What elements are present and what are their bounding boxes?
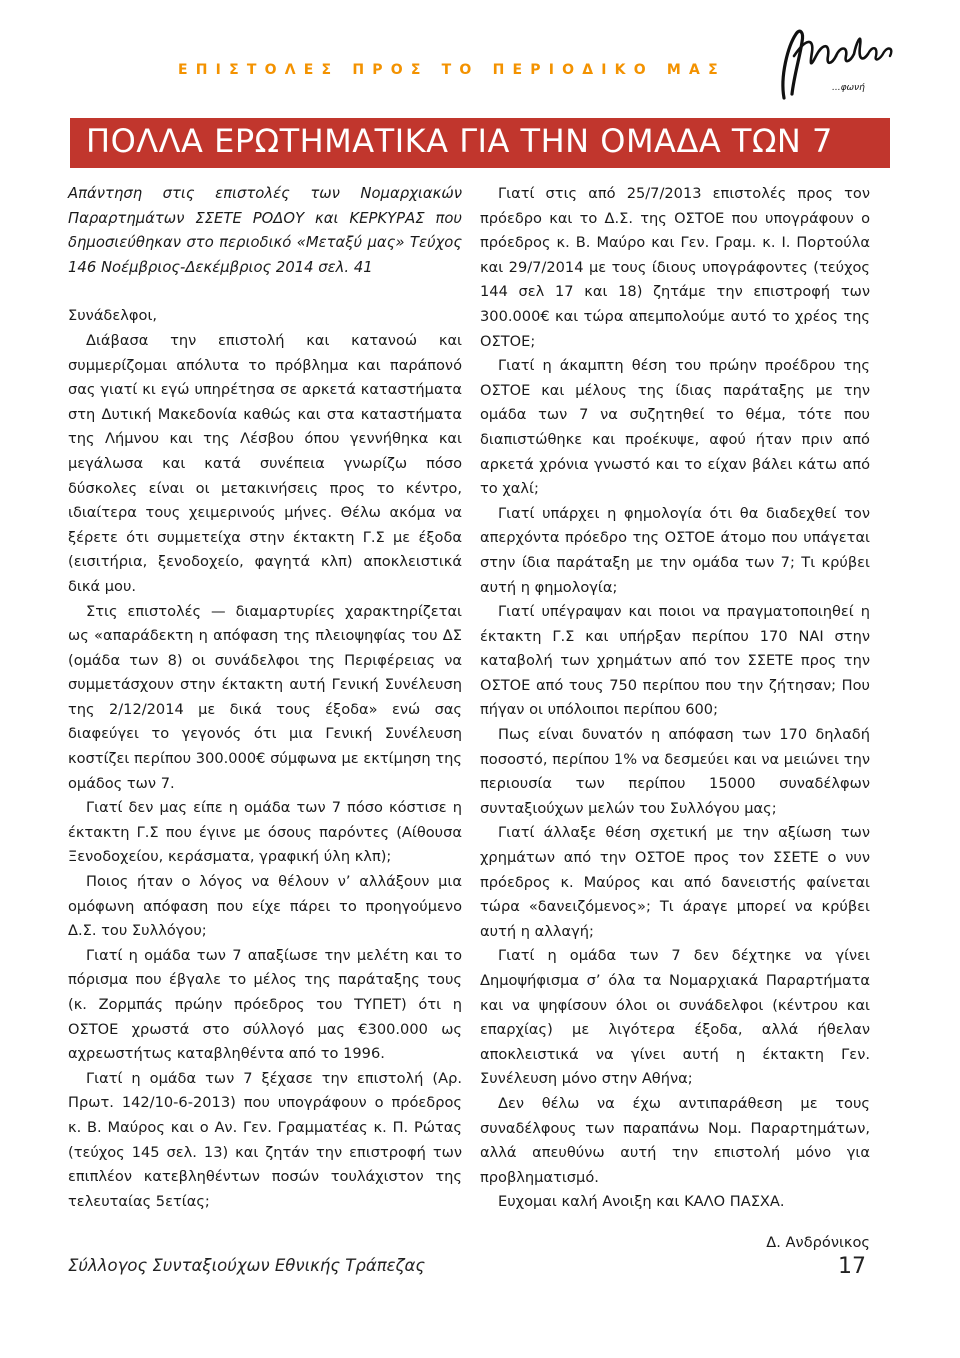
paragraph: Γιατί η άκαμπτη θέση του πρώην προέδρου της ΟΣΤΟΕ και μέλους της ίδιας παράταξης με την ομάδα των 7 να συζητηθεί το θέμα, τότε που διαπιστώθηκε και προέκυψε, αφού ήταν πριν από αρκετά χρόνια γνωστό και το είχαν βάλει κάτω από το χαλί; [480, 357, 870, 498]
article-title: ΠΟΛΛΑ ΕΡΩΤΗΜΑΤΙΚΑ ΓΙΑ ΤΗΝ ΟΜΑΔΑ ΤΩΝ 7 [86, 122, 833, 160]
paragraph: Γιατί στις από 25/7/2013 επιστολές προς τον πρόεδρο και το Δ.Σ. της ΟΣΤΟΕ που υπογράφουν ο πρόεδρος κ. Β. Μαύρο και Γεν. Γραμ. κ. Ι. Πορτούλα και 29/7/2014 με τους ίδιους υπογράφοντες (τεύχος 144 σελ 17 και 18) ζητάμε την επιστροφή των 300.000€ και τώρα απεμπολούμε αυτό το χρέος της ΟΣΤΟΕ; [480, 185, 870, 350]
paragraph: Γιατί η ομάδα των 7 ξέχασε την επιστολή (Αρ. Πρωτ. 142/10-6-2013) που υπογράφουν ο πρόεδρος κ. Β. Μαύρος και ο Αν. Γεν. Γραμματέας κ. Π. Ρώτας (τεύχος 145 σελ. 13) και ζητάν την επιστροφή των επιπλέον κατεβληθέντων ποσών τουλάχιστον της τελευταίας 5ετίας; [68, 1069, 462, 1210]
greeting: Συνάδελφοι, [68, 307, 158, 325]
paragraph: Γιατί υπέγραψαν και ποιοι να πραγματοποιηθεί η έκτακτη Γ.Σ και υπήρξαν περίπου 170 ΝΑΙ στην καταβολή των χρημάτων από τον ΣΣΕΤΕ προς την ΟΣΤΟΕ από τους 750 περίπου που την ζήτησαν; Που πήγαν οι υπόλοιποι περίπου 600; [480, 603, 870, 719]
paragraph: Γιατί άλλαξε θέση σχετική με την αξίωση των χρημάτων από την ΟΣΤΟΕ προς τον ΣΣΕΤΕ ο νυν πρόεδρος κ. Μαύρος και από δανειστής φαίνεται τώρα «δανειζόμενος»; Τι άραγε μπορεί να κρύβει αυτή η αλλαγή; [480, 824, 870, 940]
publisher-name: Σύλλογος Συνταξιούχων Εθνικής Τράπεζας [68, 1256, 426, 1275]
paragraph: Γιατί υπάρχει η φημολογία ότι θα διαδεχθεί τον απερχόντα πρόεδρο της ΟΣΤΟΕ άτομο που υπάγεται στην ίδια παράταξη με την ομάδα των 7; Τι κρύβει αυτή η φημολογία; [480, 504, 870, 596]
page-footer [68, 1254, 872, 1284]
title-banner [70, 118, 890, 168]
section-title: ΕΠΙΣΤΟΛΕΣ ΠΡΟΣ ΤΟ ΠΕΡΙΟΔΙΚΟ ΜΑΣ [178, 62, 726, 78]
page-header [0, 0, 960, 110]
paragraph: Πως είναι δυνατόν η απόφαση των 170 δηλαδή ποσοστό, περίπου 1% να δεσμεύει και να μειώνει την περιουσία των περίπου 15000 συναδέλφων συνταξιούχων μελών του Συλλόγου μας; [480, 726, 870, 817]
paragraph: Γιατί η ομάδα των 7 απαξίωσε την μελέτη και το πόρισμα που έβγαλε το μέλος της παράταξης τους (κ. Ζορμπάς πρώην πρόεδρος του ΤΥΠΕΤ) ότι η ΟΣΤΟΕ χρωστά στο σύλλογό μας €300.000 ως αχρεωστήτως καταβληθέντα από το 1996. [68, 946, 462, 1063]
paragraph: Γιατί δεν μας είπε η ομάδα των 7 πόσο κόστισε η έκτακτη Γ.Σ που έγινε με όσους παρόντες (Αίθουσα Ξενοδοχείου, κεράσματα, γραφική ύλη κλπ); [68, 799, 462, 866]
paragraph: Ποιος ήταν ο λόγος να θέλουν ν’ αλλάξουν μια ομόφωνη απόφαση που είχε πάρει το προηγούμενο Δ.Σ. του Συλλόγου; [68, 873, 462, 940]
magazine-logo [770, 16, 900, 106]
right-column [480, 182, 870, 1256]
page-number: 17 [838, 1254, 866, 1279]
closing-wishes: Ευχομαι καλή Ανοιξη και ΚΑΛΟ ΠΑΣΧΑ. [498, 1193, 785, 1211]
logo-subtext: ...φωνή [832, 83, 865, 93]
article-intro: Απάντηση στις επιστολές των Νομαρχιακών Παραρτημάτων ΣΣΕΤΕ ΡΟΔΟΥ και ΚΕΡΚΥΡΑΣ που δημοσιεύθηκαν στο περιοδικό «Μεταξύ μας» Τεύχος 146 Νοέμβριος-Δεκέμβριος 2014 σελ. 41 [68, 185, 462, 276]
paragraph: Διάβασα την επιστολή και κατανοώ και συμμερίζομαι απόλυτα το πρόβλημα και παράπονό σας γιατί κι εγώ υπηρέτησα σε αρκετά καταστήματα στη Δυτική Μακεδονία καθώς και στα καταστήματα της Λήμνου και της Λέσβου όπου γεννήθηκα και μεγάλωσα και κατά συνέπεια γνωρίζω πόσο δύσκολες είναι οι μετακινήσεις προς το κέντρο, ιδιαίτερα τους χειμερινούς μήνες. Θέλω ακόμα να ξέρετε ότι συμμετείχα στην έκτακτη Γ.Σ με έξοδα (εισιτήρια, ξενοδοχείο, φαγητά κλπ) αποκλειστικά δικά μου. [68, 331, 462, 595]
left-column [68, 182, 462, 1214]
signature: Δ. Ανδρόνικος [766, 1233, 870, 1251]
paragraph: Στις επιστολές — διαμαρτυρίες χαρακτηρίζεται ως «απαράδεκτη η απόφαση της πλειοψηφίας του ΔΣ (ομάδα των 8) οι συνάδελφοι της Περιφέρειας να συμμετάσχουν στην έκτακτη αυτή Γενική Συνέλευση της 2/12/2014 με δικά τους έξοδα» ενώ σας διαφεύγει το γεγονός ότι μια Γενική Συνέλευση κοστίζει περίπου 300.000€ σύμφωνα με εκτίμηση της ομάδος των 7. [68, 602, 462, 792]
paragraph: Γιατί η ομάδα των 7 δεν δέχτηκε να γίνει Δημοψήφισμα σ’ όλα τα Νομαρχιακά Παραρτήματα και να ψηφίσουν όλοι οι συνάδελφοι (κέντρου και επαρχίας) με λιγότερα έξοδα, αλλά ήθελαν αποκλειστικά να γίνει αυτή η έκτακτη Γεν. Συνέλευση μόνο στην Αθήνα; [480, 947, 870, 1088]
paragraph: Δεν θέλω να έχω αντιπαράθεση με τους συναδέλφους των παραπάνω Νομ. Παραρτημάτων, αλλά απευθύνω αυτή την επιστολή μόνο για προβληματισμό. [480, 1094, 870, 1186]
